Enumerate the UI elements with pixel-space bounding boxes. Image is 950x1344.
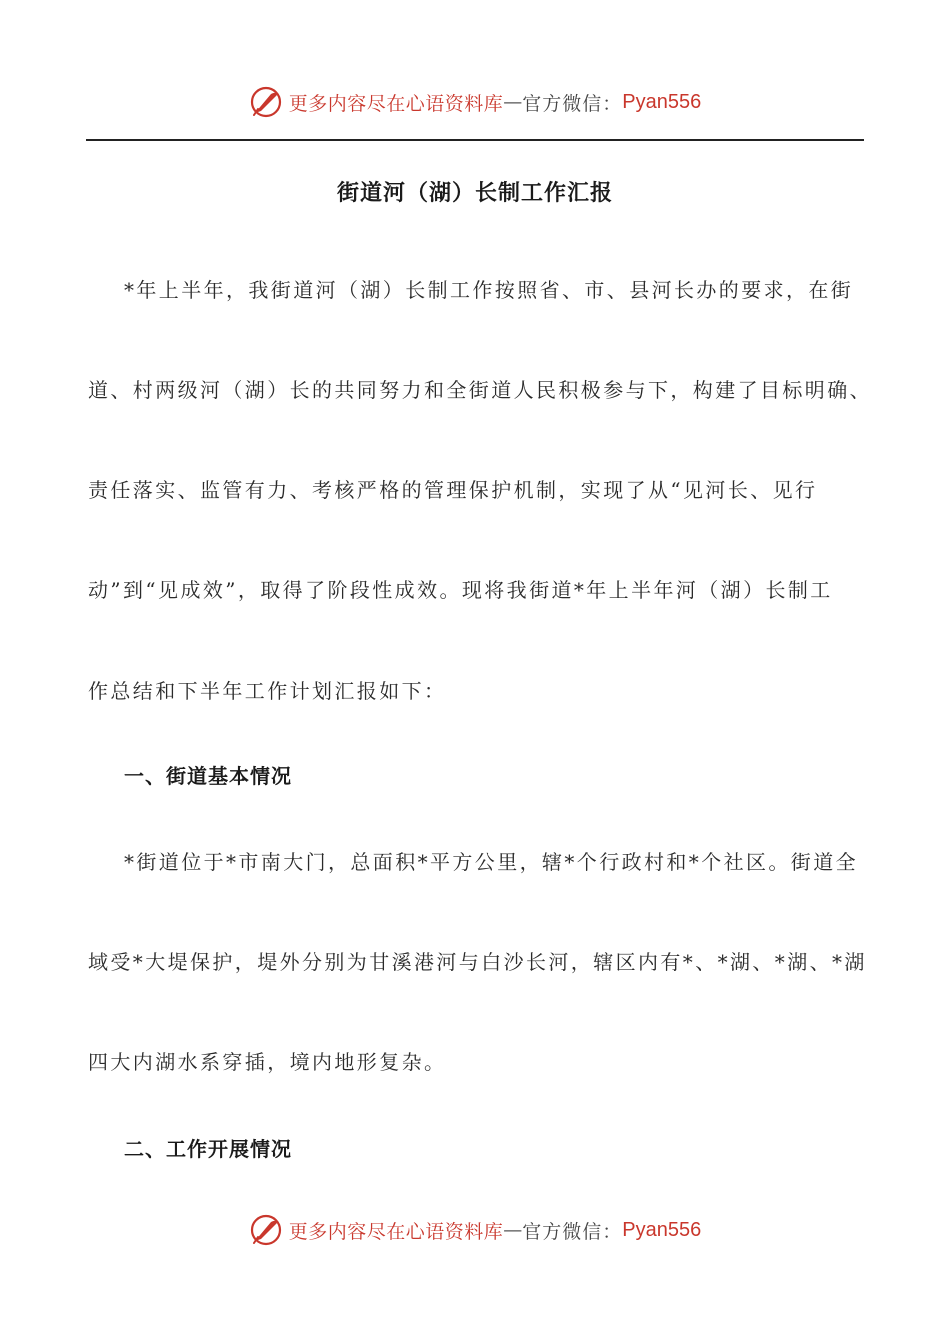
document-title: 街道河（湖）长制工作汇报 (336, 181, 613, 206)
paragraph-line: 四大内湖水系穿插，境内地形复杂。 (88, 1050, 447, 1074)
watermark-text: 更多内容尽在心语资料库 (288, 1220, 504, 1243)
watermark-separator: — (503, 91, 523, 113)
paragraph-line: 道、村两级河（湖）长的共同努力和全街道人民积极参与下，构建了目标明确、 (88, 378, 872, 402)
watermark-banner-top (0, 80, 950, 124)
quill-logo-icon (249, 1213, 283, 1247)
paragraph-line: *年上半年，我街道河（湖）长制工作按照省、市、县河长办的要求，在街 (124, 278, 854, 302)
section-heading-work-progress: 二、工作开展情况 (124, 1137, 292, 1161)
paragraph-line: 作总结和下半年工作计划汇报如下： (88, 679, 447, 703)
watermark-banner-bottom (0, 1208, 950, 1252)
watermark-wechat-label: 官方微信： (522, 1220, 623, 1243)
paragraph-line: 动”到“见成效”，取得了阶段性成效。现将我街道*年上半年河（湖）长制工 (88, 578, 833, 602)
watermark-text: 更多内容尽在心语资料库 (288, 92, 504, 115)
watermark-wechat-id: Pyan556 (622, 90, 702, 113)
header-divider (86, 139, 864, 141)
section-heading-basic-info: 一、街道基本情况 (124, 764, 292, 788)
watermark-wechat-label: 官方微信： (522, 92, 623, 115)
quill-logo-icon (249, 85, 283, 119)
watermark-separator: — (503, 1219, 523, 1241)
paragraph-line: 责任落实、监管有力、考核严格的管理保护机制，实现了从“见河长、见行 (88, 478, 818, 502)
watermark-wechat-id: Pyan556 (622, 1218, 702, 1241)
paragraph-line: *街道位于*市南大门，总面积*平方公里，辖*个行政村和*个社区。街道全 (124, 850, 858, 874)
paragraph-line: 域受*大堤保护，堤外分别为甘溪港河与白沙长河，辖区内有*、*湖、*湖、*湖 (88, 950, 867, 974)
